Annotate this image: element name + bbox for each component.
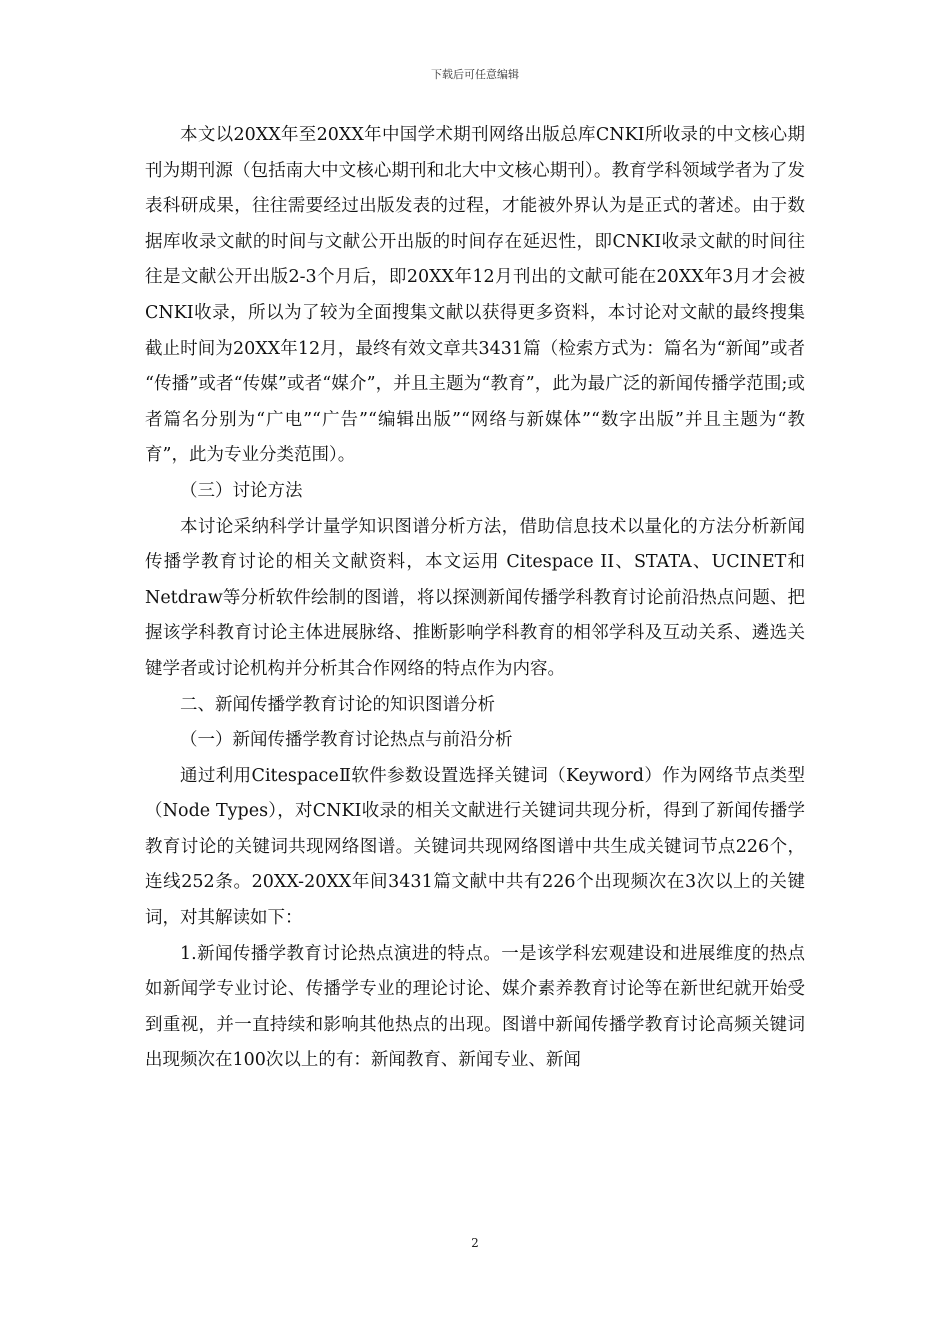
paragraph-hotspot-evolution: 1.新闻传播学教育讨论热点演进的特点。一是该学科宏观建设和进展维度的热点如新闻学专业讨论、传播学专业的理论讨论、媒介素养教育讨论等在新世纪就开始受到重视，并一直持续和影响其他热点的出现。图谱中新闻传播学教育讨论高频关键词出现频次在100次以上的有：新闻教育、新闻专业、新闻 xyxy=(145,943,805,1071)
subsection-heading-hotspots: （一）新闻传播学教育讨论热点与前沿分析 xyxy=(180,730,513,751)
page-header: 下载后可任意编辑 xyxy=(431,68,519,81)
section-heading-knowledge-map: 二、新闻传播学教育讨论的知识图谱分析 xyxy=(180,694,495,715)
document-body xyxy=(145,118,805,1079)
paragraph-keyword-cooccurrence: 通过利用CitespaceⅡ软件参数设置选择关键词（Keyword）作为网络节点类型（Node Types），对CNKI收录的相关文献进行关键词共现分析，得到了新闻传播学教育讨论的关键词共现网络图谱。关键词共现网络图谱中共生成关键词节点226个，连线252条。20XX-20XX年间3431篇文献中共有226个出现频次在3次以上的关键词，对其解读如下： xyxy=(145,765,805,929)
section-heading-method: （三）讨论方法 xyxy=(180,480,303,501)
paragraph-data-source: 本文以20XX年至20XX年中国学术期刊网络出版总库CNKI所收录的中文核心期刊为期刊源（包括南大中文核心期刊和北大中文核心期刊）。教育学科领域学者为了发表科研成果，往往需要经过出版发表的过程，才能被外界认为是正式的著述。由于数据库收录文献的时间与文献公开出版的时间存在延迟性，即CNKI收录文献的时间往往是文献公开出版2-3个月后，即20XX年12月刊出的文献可能在20XX年3月才会被CNKI收录，所以为了较为全面搜集文献以获得更多资料，本讨论对文献的最终搜集截止时间为20XX年12月，最终有效文章共3431篇（检索方式为：篇名为“新闻”或者 “传播”或者“传媒”或者“媒介”，并且主题为“教育”，此为最广泛的新闻传播学范围;或者篇名分别为“广电”“广告”“编辑出版”“网络与新媒体”“数字出版”并且主题为“教育”，此为专业分类范围）。 xyxy=(145,125,805,466)
paragraph-method: 本讨论采纳科学计量学知识图谱分析方法，借助信息技术以量化的方法分析新闻传播学教育讨论的相关文献资料，本文运用 Citespace II、STATA、UCINET和Netdraw等分析软件绘制的图谱，将以探测新闻传播学科教育讨论前沿热点问题、把握该学科教育讨论主体进展脉络、推断影响学科教育的相邻学科及互动关系、遴选关键学者或讨论机构并分析其合作网络的特点作为内容。 xyxy=(145,516,805,679)
page-number: 2 xyxy=(471,1236,479,1250)
